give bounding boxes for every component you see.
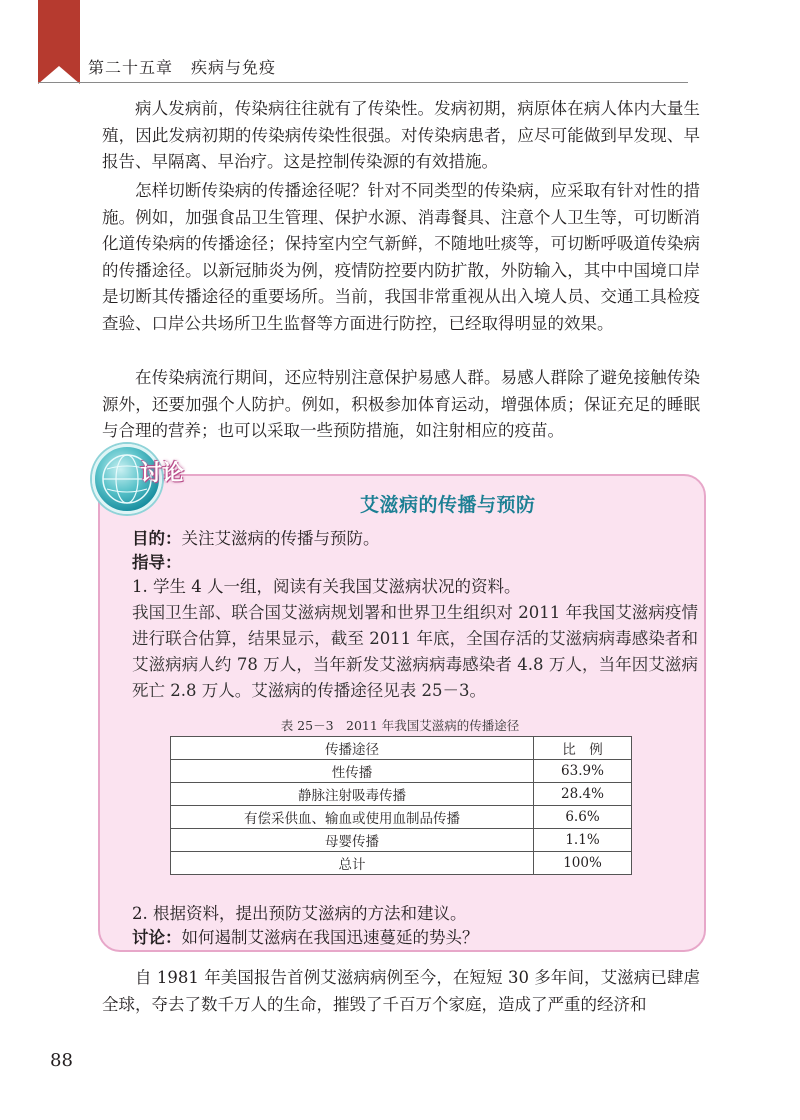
transmission-table [170, 736, 632, 875]
paragraph-aids-history: 自 1981 年美国报告首例艾滋病病例至今，在短短 30 多年间，艾滋病已肆虐全球，夺去了数千万人的生命，摧毁了千百万个家庭，造成了严重的经济和 [102, 968, 700, 1014]
table-row [171, 760, 632, 783]
header-divider [38, 82, 688, 83]
table-cell: 总计 [171, 852, 534, 875]
table-cell: 静脉注射吸毒传播 [171, 783, 534, 806]
table-cell: 63.9% [534, 760, 632, 783]
goal-text: 关注艾滋病的传播与预防。 [181, 529, 380, 548]
table-cell: 28.4% [534, 783, 632, 806]
table-cell: 100% [534, 852, 632, 875]
table-caption: 表 25－3 2011 年我国艾滋病的传播途径 [280, 718, 520, 733]
paragraph-infection-source: 病人发病前，传染病往往就有了传染性。发病初期，病原体在病人体内大量生殖，因此发病初期的传染病传染性很强。对传染病患者，应尽可能做到早发现、早报告、早隔离、早治疗。这是控制传染源的有效措施。 [102, 99, 700, 171]
paragraph-susceptible-group: 在传染病流行期间，还应特别注意保护易感人群。易感人群除了避免接触传染源外，还要加强个人防护。例如，积极参加体育运动，增强体质；保证充足的睡眠与合理的营养；也可以采取一些预防措施，如注射相应的疫苗。 [102, 368, 700, 440]
question-text: 如何遏制艾滋病在我国迅速蔓延的势头？ [181, 928, 479, 947]
goal-label: 目的： [132, 529, 182, 548]
chapter-bookmark-tab [38, 0, 80, 66]
chapter-header [88, 55, 276, 78]
table-row [171, 852, 632, 875]
table-cell: 母婴传播 [171, 829, 534, 852]
chapter-number: 第二十五章 [88, 58, 174, 77]
page-number: 88 [50, 1050, 73, 1071]
step-1: 1. 学生 4 人一组，阅读有关我国艾滋病状况的资料。 [132, 577, 521, 596]
discussion-title: 艾滋病的传播与预防 [360, 494, 536, 516]
reading-material: 我国卫生部、联合国艾滋病规划署和世界卫生组织对 2011 年我国艾滋病疫情进行联合估算，结果显示，截至 2011 年底，全国存活的艾滋病病毒感染者和艾滋病病人约 78 万人，当年新发艾滋病病毒感染者 4.8 万人，当年因艾滋病死亡 2.8 万人。艾滋病的传播途径见表 25－3。 [132, 603, 698, 700]
goal-line [132, 525, 380, 549]
table-header-cell: 传播途径 [171, 737, 534, 760]
question-line [132, 924, 479, 948]
discussion-label: 讨论 [140, 461, 185, 486]
table-row [171, 806, 632, 829]
table-cell: 1.1% [534, 829, 632, 852]
table-row [171, 783, 632, 806]
table-cell: 有偿采供血、输血或使用血制品传播 [171, 806, 534, 829]
table-cell: 性传播 [171, 760, 534, 783]
paragraph-transmission-route: 怎样切断传染病的传播途径呢？针对不同类型的传染病，应采取有针对性的措施。例如，加强食品卫生管理、保护水源、消毒餐具、注意个人卫生等，可切断消化道传染病的传播途径；保持室内空气新鲜，不随地吐痰等，可切断呼吸道传染病的传播途径。以新冠肺炎为例，疫情防控要内防扩散，外防输入，其中中国境口岸是切断其传播途径的重要场所。当前，我国非常重视从出入境人员、交通工具检疫查验、口岸公共场所卫生监督等方面进行防控，已经取得明显的效果。 [102, 181, 700, 333]
table-header-row [171, 737, 632, 760]
step-2: 2. 根据资料，提出预防艾滋病的方法和建议。 [132, 904, 467, 923]
chapter-title: 疾病与免疫 [191, 58, 277, 77]
table-row [171, 829, 632, 852]
table-header-cell: 比 例 [534, 737, 632, 760]
question-label: 讨论： [132, 928, 182, 947]
table-cell: 6.6% [534, 806, 632, 829]
guide-label: 指导： [132, 553, 182, 572]
